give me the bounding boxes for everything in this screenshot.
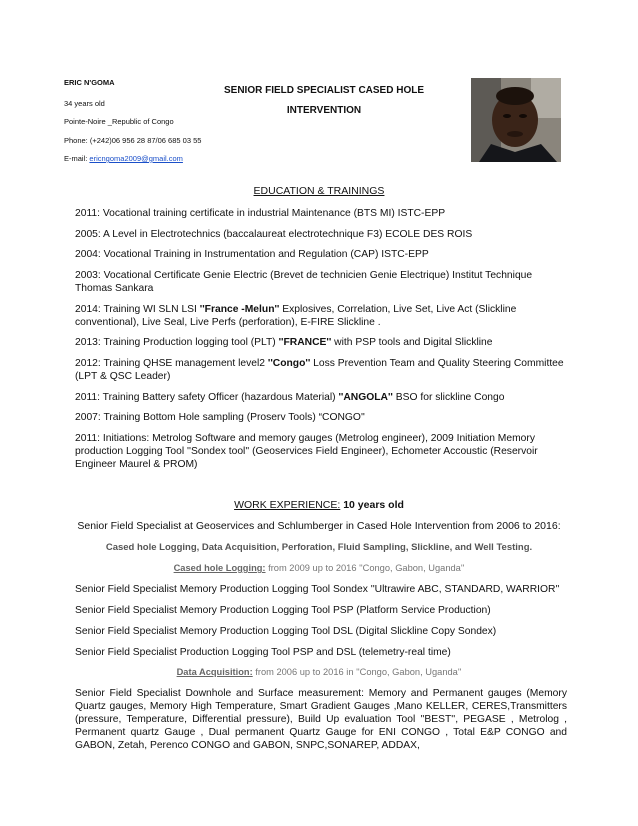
candidate-age: 34 years old — [64, 99, 105, 108]
education-item: 2014: Training WI SLN LSI ''France -Melun'' Explosives, Correlation, Live Set, Live Act (Slickline conventional), Live Seal, Live Perfs (perforation), E-FIRE Slickline . — [75, 304, 517, 328]
education-item: 2003: Vocational Certificate Genie Electric (Brevet de technicien Genie Electrique) Institut Technique Thomas Sankara — [75, 270, 533, 294]
job-item: Senior Field Specialist Memory Production Logging Tool PSP (Platform Service Production) — [75, 605, 491, 616]
education-item: 2013: Training Production logging tool (PLT) ''FRANCE'' with PSP tools and Digital Slickline — [75, 337, 493, 348]
work-heading: WORK EXPERIENCE: 10 years old — [234, 499, 404, 511]
portrait-image — [471, 78, 561, 162]
candidate-email — [64, 154, 183, 164]
job-item: Senior Field Specialist Production Logging Tool PSP and DSL (telemetry-real time) — [75, 647, 451, 658]
resume-title-line1: SENIOR FIELD SPECIALIST CASED HOLE — [223, 85, 425, 96]
education-item: 2007: Training Bottom Hole sampling (Proserv Tools) “CONGO'' — [75, 412, 365, 423]
education-item: 2012: Training QHSE management level2 ''Congo'' Loss Prevention Team and Quality Steering Committee (LPT & QSC Leader) — [75, 358, 564, 382]
candidate-name: ERIC N'GOMA — [64, 78, 115, 87]
education-item: 2005: A Level in Electrotechnics (baccalaureat electrotechnique F3) ECOLE DES ROIS — [75, 229, 473, 240]
education-item: 2011: Initiations: Metrolog Software and memory gauges (Metrolog engineer), 2009 Initiation Memory production Logging Tool ''Sondex tool'' (Geoservices Field Engineer), Echometer Accoustic (Reservoir Engineer Maurel & PROM) — [75, 433, 538, 470]
education-item: 2011: Training Battery safety Officer (hazardous Material) ''ANGOLA'' BSO for slickline Congo — [75, 392, 505, 403]
candidate-location: Pointe-Noire _Republic of Congo — [64, 117, 174, 126]
work-intro: Senior Field Specialist at Geoservices and Schlumberger in Cased Hole Intervention from 2006 to 2016: — [77, 520, 561, 532]
profile-photo — [471, 78, 561, 162]
job-item: Senior Field Specialist Memory Production Logging Tool DSL (Digital Slickline Copy Sondex) — [75, 626, 497, 637]
services-line: Cased hole Logging, Data Acquisition, Perforation, Fluid Sampling, Slickline, and Well Testing. — [105, 542, 533, 553]
resume-title-line2: INTERVENTION — [286, 105, 362, 116]
education-heading: EDUCATION & TRAININGS — [253, 185, 385, 197]
education-item: 2004: Vocational Training in Instrumentation and Regulation (CAP) ISTC-EPP — [75, 249, 429, 260]
data-acquisition-line: Data Acquisition: from 2006 up to 2016 in ''Congo, Gabon, Uganda'' — [176, 667, 462, 677]
email-label: E-mail: — [64, 154, 90, 163]
education-item: 2011: Vocational training certificate in industrial Maintenance (BTS MI) ISTC-EPP — [75, 208, 446, 219]
data-acquisition-paragraph: Senior Field Specialist Downhole and Surface measurement: Memory and Permanent gauges (Memory Quartz gauges, Memory High Temperature, Smart Gradient Gauges ,Mano KELLER, CERES,Transmitters (pressure, Temperature, Differential pressure), Build Up evaluation Tool ''BEST'', PEGASE , Metrolog , Permanent quartz Gauge , Dual permanent Quartz Gauge for ENI CONGO , Total E&P CONGO and GABON, Zetah, Perenco CONGO and GABON, SNPC,SONAREP, ADDAX, — [75, 688, 567, 751]
email-link[interactable]: ericngoma2009@gmail.com — [89, 154, 183, 163]
job-item: Senior Field Specialist Memory Production Logging Tool Sondex ''Ultrawire ABC, STANDARD, WARRIOR'' — [75, 584, 560, 595]
cased-hole-line: Cased hole Logging: from 2009 up to 2016 ''Congo, Gabon, Uganda'' — [173, 563, 465, 573]
candidate-phone: Phone: (+242)06 956 28 87/06 685 03 55 — [64, 136, 202, 145]
